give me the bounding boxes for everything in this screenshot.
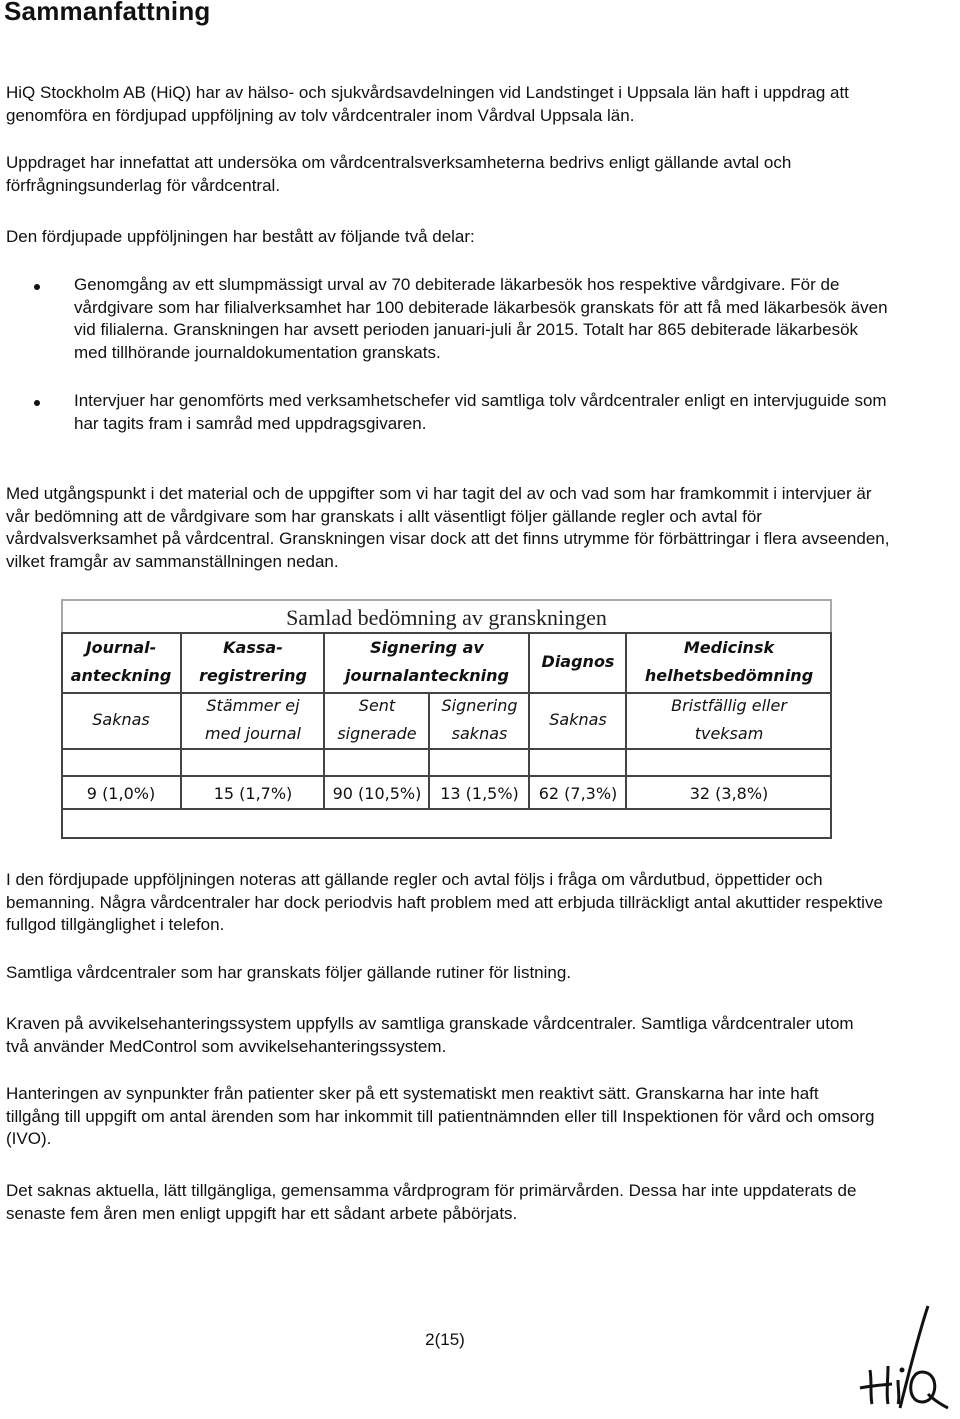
hiq-logo (850, 1300, 950, 1412)
subheader-journal-saknas: Saknas (92, 710, 150, 729)
paragraph-intro: HiQ Stockholm AB (HiQ) har av hälso- och sjukvårdsavdelningen vid Landstinget i Uppsala län haft i uppdrag att genomföra en fördjupad uppföljning av tolv vårdcentraler inom Vårdval Uppsala län. (6, 83, 849, 125)
value-medicinsk: 32 (3,8%) (689, 784, 769, 803)
table-rule (61, 775, 832, 777)
table-rule (61, 808, 832, 810)
header-medicinsk: Medicinsk helhetsbedömning (644, 638, 814, 685)
page-number: 2(15) (425, 1330, 465, 1349)
value-diagnos: 62 (7,3%) (538, 784, 618, 803)
paragraph-assessment: Med utgångspunkt i det material och de uppgifter som vi har tagit del av och vad som har framkommit i intervjuer är vår bedömning att de vårdgivare som har granskats i allt väsentligt följer gällande regler och avtal för vårdvalsverksamhet på vårdcentral. Granskningen visar dock att det finns utrymme för förbättringar i flera avseenden, vilket framgår av sammanställningen nedan. (6, 484, 890, 571)
paragraph-assignment: Uppdraget har innefattat att undersöka om vårdcentralsverksamheterna bedrivs enligt gällande avtal och förfrågningsunderlag för vårdcentral. (6, 153, 792, 195)
paragraph-deviation: Kraven på avvikelsehanteringssystem uppfylls av samtliga granskade vårdcentraler. Samtliga vårdcentraler utom två använder MedControl som avvikelsehanteringssystem. (6, 1014, 854, 1056)
paragraph-parts: Den fördjupade uppföljningen har bestått av följande två delar: (6, 227, 475, 246)
subheader-sent: Sent signerade (337, 696, 417, 743)
subheader-diagnos-saknas: Saknas (549, 710, 607, 729)
value-sent: 90 (10,5%) (332, 784, 422, 803)
table-rule (61, 748, 832, 750)
bullet-icon (34, 284, 44, 294)
paragraph-availability: I den fördjupade uppföljningen noteras att gällande regler och avtal följs i fråga om vårdutbud, öppettider och bemanning. Några vårdcentraler har dock periodvis haft problem med att erbjuda tillräckligt antal akuttider respektive fullgod tillgänglighet i telefon. (6, 870, 883, 934)
paragraph-complaints: Hanteringen av synpunkter från patienter sker på ett systematiskt men reaktivt sätt. Granskarna har inte haft tillgång till uppgift om antal ärenden som har inkommit till patientnämnden eller till Inspektionen för vård och omsorg (IVO). (6, 1084, 875, 1148)
subheader-kassa: Stämmer ej med journal (204, 696, 301, 743)
header-kassa: Kassa- registrering (199, 638, 307, 685)
bullet-item-interviews: Intervjuer har genomförts med verksamhetschefer vid samtliga tolv vårdcentraler enligt en intervjuguide som har tagits fram i samråd med uppdragsgivaren. (74, 391, 887, 433)
value-signering-saknas: 13 (1,5%) (440, 784, 519, 803)
paragraph-listing: Samtliga vårdcentraler som har granskats följer gällande rutiner för listning. (6, 963, 572, 982)
subheader-signering-saknas: Signering saknas (441, 696, 518, 743)
header-journal: Journal- anteckning (70, 638, 172, 685)
bullet-item-sample: Genomgång av ett slumpmässigt urval av 70 debiterade läkarbesök hos respektive vårdgivare. För de vårdgivare som har filialverksamhet har 100 debiterade läkarbesök granskats för att få med läkarbesök även vid filialerna. Granskningen har avsett perioden januari-juli år 2015. Totalt har 865 debiterade läkarbesök med tillhörande journaldokumentation granskats. (74, 275, 888, 362)
subheader-medicinsk: Bristfällig eller tveksam (671, 696, 787, 743)
table-rule (61, 837, 832, 839)
header-signering: Signering av journalanteckning (345, 638, 509, 685)
table-title: Samlad bedömning av granskningen (286, 605, 607, 630)
paragraph-programs: Det saknas aktuella, lätt tillgängliga, gemensamma vårdprogram för primärvården. Dessa har inte uppdaterats de senaste fem åren men enligt uppgift har ett sådant arbete påbörjats. (6, 1181, 857, 1223)
page-heading: Sammanfattning (4, 0, 211, 26)
bullet-icon (34, 400, 44, 410)
header-diagnos: Diagnos (541, 652, 615, 671)
value-kassa: 15 (1,7%) (213, 784, 293, 803)
value-journal: 9 (1,0%) (86, 784, 156, 803)
